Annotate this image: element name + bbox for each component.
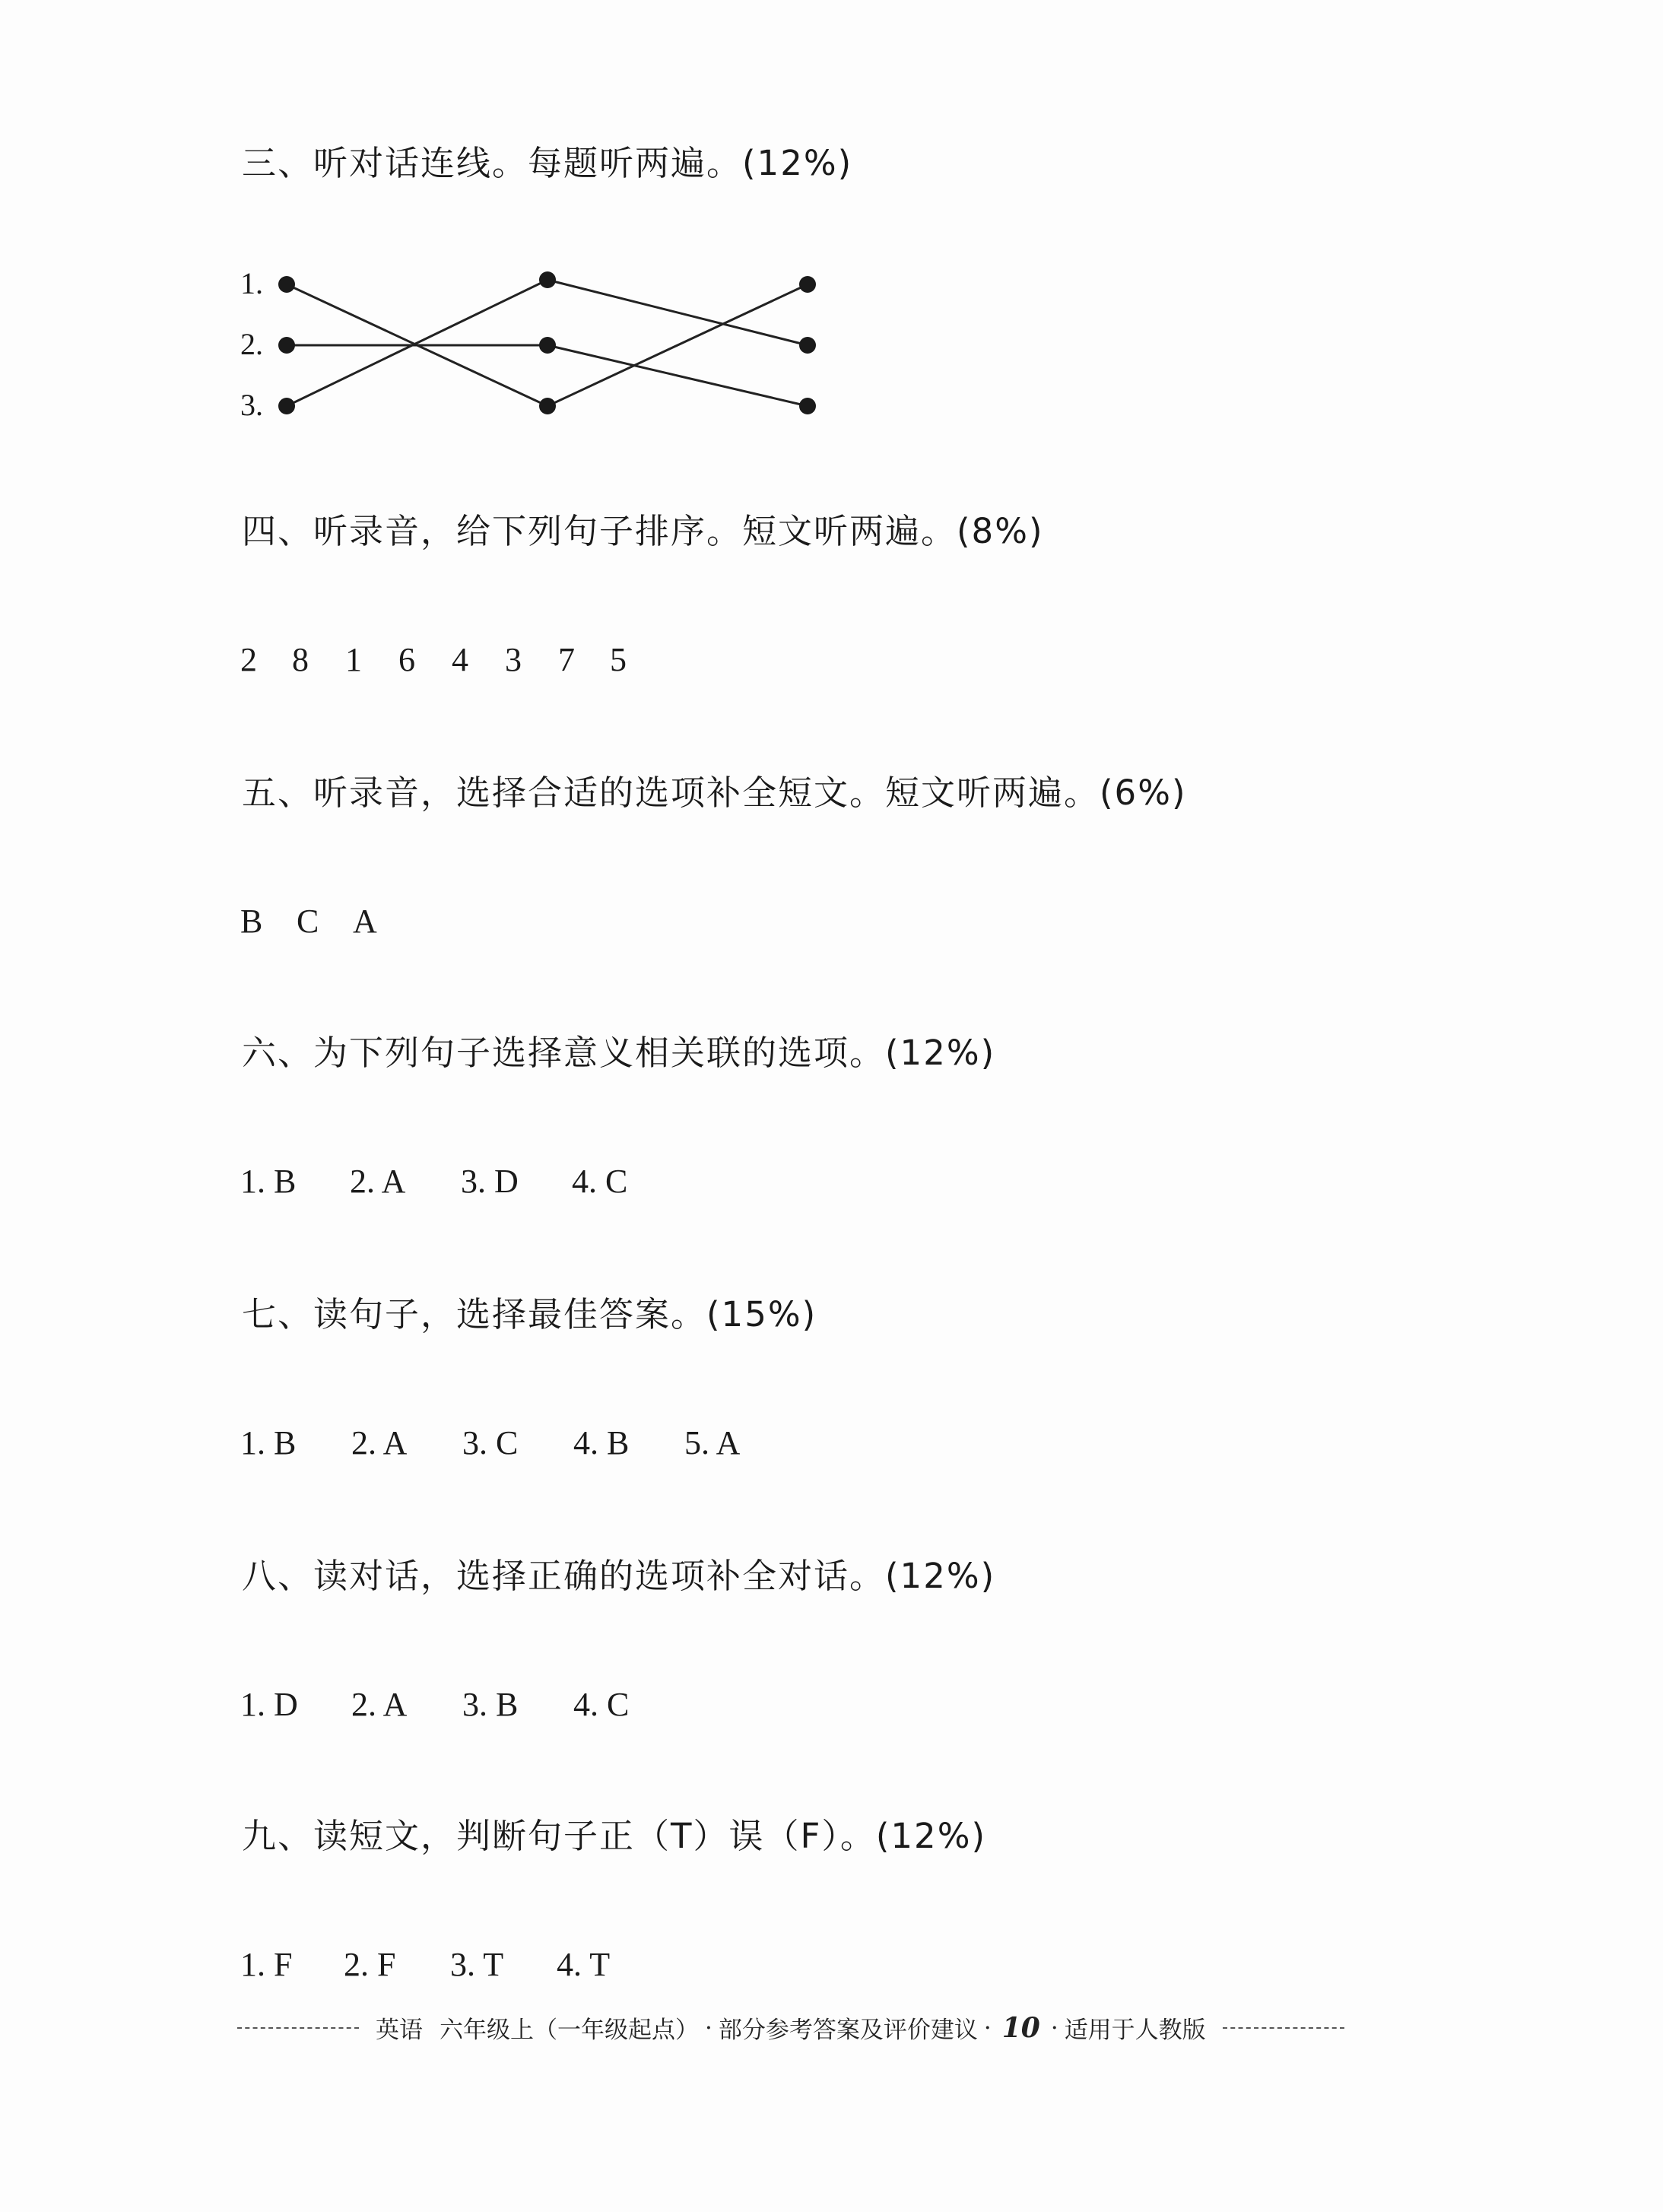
answer-item: 2 — [240, 641, 257, 678]
section-7-heading: 七、读句子，选择最佳答案。(15%) — [242, 1294, 817, 1334]
answer-item: 5 — [610, 641, 627, 678]
section-7-answers — [240, 1424, 741, 1461]
answer-item: 1. D — [240, 1686, 298, 1723]
match-line-middle-2 — [547, 345, 808, 406]
answer-item: 1. B — [240, 1163, 297, 1200]
answer-item: 5. A — [684, 1424, 741, 1461]
answer-item: 3. D — [461, 1163, 519, 1200]
section-3-heading: 三、听对话连线。每题听两遍。(12%) — [242, 143, 853, 183]
answer-item: 8 — [292, 641, 309, 678]
match-dot-right-3 — [799, 398, 816, 414]
matching-diagram — [228, 251, 852, 441]
match-dot-left-2 — [278, 337, 295, 354]
footer-separator: · — [1050, 2014, 1058, 2042]
answer-item: 1 — [345, 641, 362, 678]
footer-subject: 英语 — [376, 2017, 423, 2044]
footer-title: 部分参考答案及评价建议 — [718, 2017, 978, 2044]
match-dot-left-1 — [278, 276, 295, 293]
page-number: 10 — [1001, 2011, 1040, 2044]
row-label-2: 2. — [240, 327, 263, 361]
answer-item: 4. C — [573, 1686, 630, 1723]
answer-item: B — [240, 903, 263, 940]
row-label-3: 3. — [240, 388, 263, 422]
answer-item: 3. T — [450, 1946, 504, 1983]
section-5-heading: 五、听录音，选择合适的选项补全短文。短文听两遍。(6%) — [242, 773, 1187, 813]
answer-item: 4 — [452, 641, 468, 678]
answer-item: 7 — [558, 641, 575, 678]
answer-item: A — [353, 903, 377, 940]
answer-item: 1. F — [240, 1946, 293, 1983]
match-dot-middle-3 — [539, 398, 556, 414]
footer-separator: · — [705, 2014, 712, 2042]
answer-item: C — [297, 903, 319, 940]
match-line-middle-3 — [547, 284, 808, 406]
match-line-middle-1 — [547, 280, 808, 345]
answer-item: 2. A — [351, 1686, 408, 1723]
section-4-answers — [240, 643, 627, 677]
section-5-answers — [240, 905, 377, 938]
section-8-heading: 八、读对话，选择正确的选项补全对话。(12%) — [242, 1556, 996, 1596]
match-dot-middle-2 — [539, 337, 556, 354]
footer-separator: · — [983, 2014, 992, 2042]
answer-item: 4. B — [573, 1424, 630, 1461]
footer-rule-right — [1223, 2027, 1344, 2029]
section-8-answers — [240, 1688, 629, 1722]
section-6-answers — [240, 1165, 627, 1198]
match-dots — [278, 271, 816, 414]
answer-item: 3. C — [462, 1424, 519, 1461]
answer-item: 2. F — [344, 1946, 396, 1983]
answer-item: 2. A — [350, 1163, 406, 1200]
match-dot-right-1 — [799, 276, 816, 293]
answer-item: 3. B — [462, 1686, 519, 1723]
page-footer — [237, 2010, 1461, 2045]
footer-rule-left — [237, 2027, 359, 2029]
section-9-answers — [240, 1948, 610, 1982]
answer-item: 4. T — [557, 1946, 611, 1983]
answer-item: 4. C — [572, 1163, 628, 1200]
match-dot-middle-1 — [539, 271, 556, 288]
row-label-1: 1. — [240, 266, 263, 300]
match-dot-right-2 — [799, 337, 816, 354]
footer-grade: 六年级上（一年级起点） — [440, 2017, 699, 2044]
answer-item: 6 — [398, 641, 415, 678]
answer-item: 1. B — [240, 1424, 297, 1461]
section-9-heading: 九、读短文，判断句子正（T）误（F）。(12%) — [242, 1816, 987, 1856]
section-6-heading: 六、为下列句子选择意义相关联的选项。(12%) — [242, 1033, 996, 1073]
footer-edition: 适用于人教版 — [1064, 2017, 1206, 2044]
match-dot-left-3 — [278, 398, 295, 414]
answer-item: 2. A — [351, 1424, 408, 1461]
answer-item: 3 — [505, 641, 522, 678]
section-4-heading: 四、听录音，给下列句子排序。短文听两遍。(8%) — [242, 511, 1044, 551]
